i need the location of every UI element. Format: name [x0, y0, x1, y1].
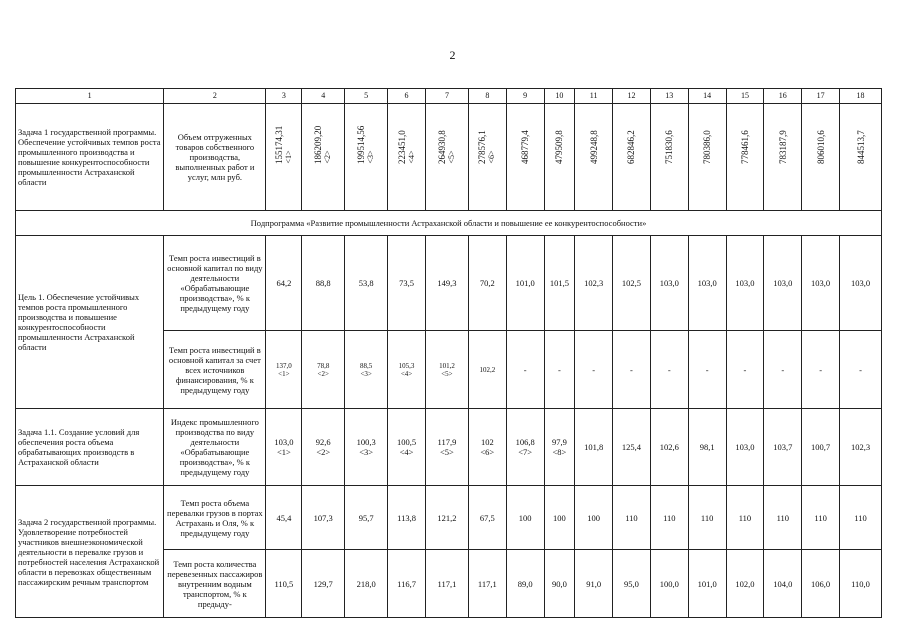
- subprogram-title: Подпрограмма «Развитие промышленности Астраханской области и повышение ее конкурентоспособности»: [16, 211, 882, 236]
- value-cell: 102,2: [468, 331, 506, 409]
- value-cell: 844513,7: [840, 104, 882, 211]
- value-cell: 113,8: [388, 486, 426, 550]
- value-cell: 223451,0 <4>: [388, 104, 426, 211]
- goal-1-indicator-2: Темп роста инвестиций в основной капитал за счет всех источников финансирования, % к предыдущему году: [164, 331, 266, 409]
- value-cell: 149,3: [425, 236, 468, 331]
- column-header: 15: [726, 89, 764, 104]
- value-cell: 102,3: [840, 409, 882, 486]
- column-header: 13: [650, 89, 688, 104]
- value-cell: 101,0: [506, 236, 544, 331]
- value-cell: 783187,9: [764, 104, 802, 211]
- column-header: 2: [164, 89, 266, 104]
- value-cell: 103,0: [802, 236, 840, 331]
- value-cell: 100,3 <3>: [345, 409, 388, 486]
- value-cell: 89,0: [506, 550, 544, 618]
- value-cell: 751830,6: [650, 104, 688, 211]
- column-header: 8: [468, 89, 506, 104]
- value-cell: 218,0: [345, 550, 388, 618]
- value-cell: -: [613, 331, 651, 409]
- value-cell: 103,0: [650, 236, 688, 331]
- value-cell: 78,8 <2>: [302, 331, 345, 409]
- value-cell: 103,0: [726, 236, 764, 331]
- value-cell: 499248,8: [575, 104, 613, 211]
- table-row: [16, 236, 882, 331]
- value-cell: 117,9 <5>: [425, 409, 468, 486]
- value-cell: 117,1: [468, 550, 506, 618]
- task-2-goal: Задача 2 государственной программы. Удовлетворение потребностей участников внешнеэкономической деятельности в перевалке грузов и потребностей населения Астраханской области в перевозках общественным пассажирским речным транспортом: [16, 486, 164, 618]
- value-cell: -: [726, 331, 764, 409]
- value-cell: 100: [544, 486, 575, 550]
- value-cell: 103,7: [764, 409, 802, 486]
- value-cell: -: [575, 331, 613, 409]
- value-cell: 104,0: [764, 550, 802, 618]
- value-cell: 101,0: [688, 550, 726, 618]
- value-cell: 278576,1 <6>: [468, 104, 506, 211]
- subprogram-row: [16, 211, 882, 236]
- value-cell: 98,1: [688, 409, 726, 486]
- header-row: [16, 89, 882, 104]
- value-cell: 103,0: [688, 236, 726, 331]
- value-cell: 97,9 <8>: [544, 409, 575, 486]
- value-cell: 67,5: [468, 486, 506, 550]
- value-cell: 103,0: [726, 409, 764, 486]
- value-cell: 102,5: [613, 236, 651, 331]
- value-cell: 778461,6: [726, 104, 764, 211]
- value-cell: 100: [506, 486, 544, 550]
- value-cell: -: [544, 331, 575, 409]
- value-cell: 90,0: [544, 550, 575, 618]
- table-row: [16, 104, 882, 211]
- value-cell: 106,8 <7>: [506, 409, 544, 486]
- value-cell: 70,2: [468, 236, 506, 331]
- value-cell: -: [688, 331, 726, 409]
- value-cell: 101,8: [575, 409, 613, 486]
- column-header: 17: [802, 89, 840, 104]
- value-cell: 101,5: [544, 236, 575, 331]
- value-cell: 264930,8 <5>: [425, 104, 468, 211]
- value-cell: 45,4: [266, 486, 302, 550]
- indicators-table: [15, 88, 882, 618]
- value-cell: 110,0: [840, 550, 882, 618]
- value-cell: 100,0: [650, 550, 688, 618]
- value-cell: 110: [840, 486, 882, 550]
- value-cell: 64,2: [266, 236, 302, 331]
- value-cell: 117,1: [425, 550, 468, 618]
- value-cell: 101,2 <5>: [425, 331, 468, 409]
- value-cell: 110: [726, 486, 764, 550]
- value-cell: 682846,2: [613, 104, 651, 211]
- column-header: 10: [544, 89, 575, 104]
- value-cell: -: [764, 331, 802, 409]
- value-cell: 102,0: [726, 550, 764, 618]
- value-cell: 125,4: [613, 409, 651, 486]
- value-cell: 186209,20 <2>: [302, 104, 345, 211]
- value-cell: 88,5 <3>: [345, 331, 388, 409]
- value-cell: 92,6 <2>: [302, 409, 345, 486]
- value-cell: 102,6: [650, 409, 688, 486]
- value-cell: 780386,0: [688, 104, 726, 211]
- table-row: [16, 486, 882, 550]
- value-cell: 110: [688, 486, 726, 550]
- value-cell: 155174,31 <1>: [266, 104, 302, 211]
- task-1-1-indicator: Индекс промышленного производства по виду деятельности «Обрабатывающие производства», % к предыдущему году: [164, 409, 266, 486]
- value-cell: 199514,56 <3>: [345, 104, 388, 211]
- value-cell: 129,7: [302, 550, 345, 618]
- column-header: 5: [345, 89, 388, 104]
- value-cell: 103,0 <1>: [266, 409, 302, 486]
- value-cell: 116,7: [388, 550, 426, 618]
- value-cell: -: [650, 331, 688, 409]
- column-header: 11: [575, 89, 613, 104]
- goal-1-text: Цель 1. Обеспечение устойчивых темпов роста промышленного производства и повышение конкурентоспособности промышленности Астраханской области: [16, 236, 164, 409]
- value-cell: 73,5: [388, 236, 426, 331]
- column-header: 14: [688, 89, 726, 104]
- column-header: 4: [302, 89, 345, 104]
- column-header: 3: [266, 89, 302, 104]
- column-header: 9: [506, 89, 544, 104]
- value-cell: 107,3: [302, 486, 345, 550]
- value-cell: 105,3 <4>: [388, 331, 426, 409]
- goal-1-indicator-1: Темп роста инвестиций в основной капитал по виду деятельности «Обрабатывающие производства», % к предыдущему году: [164, 236, 266, 331]
- value-cell: 479509,8: [544, 104, 575, 211]
- page-number: 2: [449, 48, 456, 62]
- task-1-1-goal: Задача 1.1. Создание условий для обеспечения роста объема обрабатывающих производств в Астраханской области: [16, 409, 164, 486]
- value-cell: 806010,6: [802, 104, 840, 211]
- column-header: 12: [613, 89, 651, 104]
- value-cell: 95,0: [613, 550, 651, 618]
- value-cell: 110: [650, 486, 688, 550]
- column-header: 1: [16, 89, 164, 104]
- value-cell: 103,0: [764, 236, 802, 331]
- value-cell: 100,5 <4>: [388, 409, 426, 486]
- value-cell: 53,8: [345, 236, 388, 331]
- value-cell: -: [802, 331, 840, 409]
- task-1-goal: Задача 1 государственной программы. Обеспечение устойчивых темпов роста промышленного производства и повышение конкурентоспособности промышленности Астраханской области: [16, 104, 164, 211]
- value-cell: 110: [613, 486, 651, 550]
- task-1-indicator: Объем отгруженных товаров собственного производства, выполненных работ и услуг, млн руб.: [164, 104, 266, 211]
- value-cell: 121,2: [425, 486, 468, 550]
- value-cell: 110: [802, 486, 840, 550]
- column-header: 16: [764, 89, 802, 104]
- value-cell: 110,5: [266, 550, 302, 618]
- value-cell: 102 <6>: [468, 409, 506, 486]
- column-header: 6: [388, 89, 426, 104]
- value-cell: 100: [575, 486, 613, 550]
- value-cell: 137,0 <1>: [266, 331, 302, 409]
- task-2-indicator-1: Темп роста объема перевалки грузов в портах Астрахань и Оля, % к предыдущему году: [164, 486, 266, 550]
- table-row: [16, 409, 882, 486]
- column-header: 7: [425, 89, 468, 104]
- value-cell: 102,3: [575, 236, 613, 331]
- value-cell: -: [506, 331, 544, 409]
- value-cell: -: [840, 331, 882, 409]
- task-2-indicator-2: Темп роста количества перевезенных пассажиров внутренним водным транспортом, % к предыду-: [164, 550, 266, 618]
- value-cell: 106,0: [802, 550, 840, 618]
- column-header: 18: [840, 89, 882, 104]
- value-cell: 103,0: [840, 236, 882, 331]
- value-cell: 91,0: [575, 550, 613, 618]
- value-cell: 468779,4: [506, 104, 544, 211]
- value-cell: 100,7: [802, 409, 840, 486]
- value-cell: 88,8: [302, 236, 345, 331]
- value-cell: 110: [764, 486, 802, 550]
- value-cell: 95,7: [345, 486, 388, 550]
